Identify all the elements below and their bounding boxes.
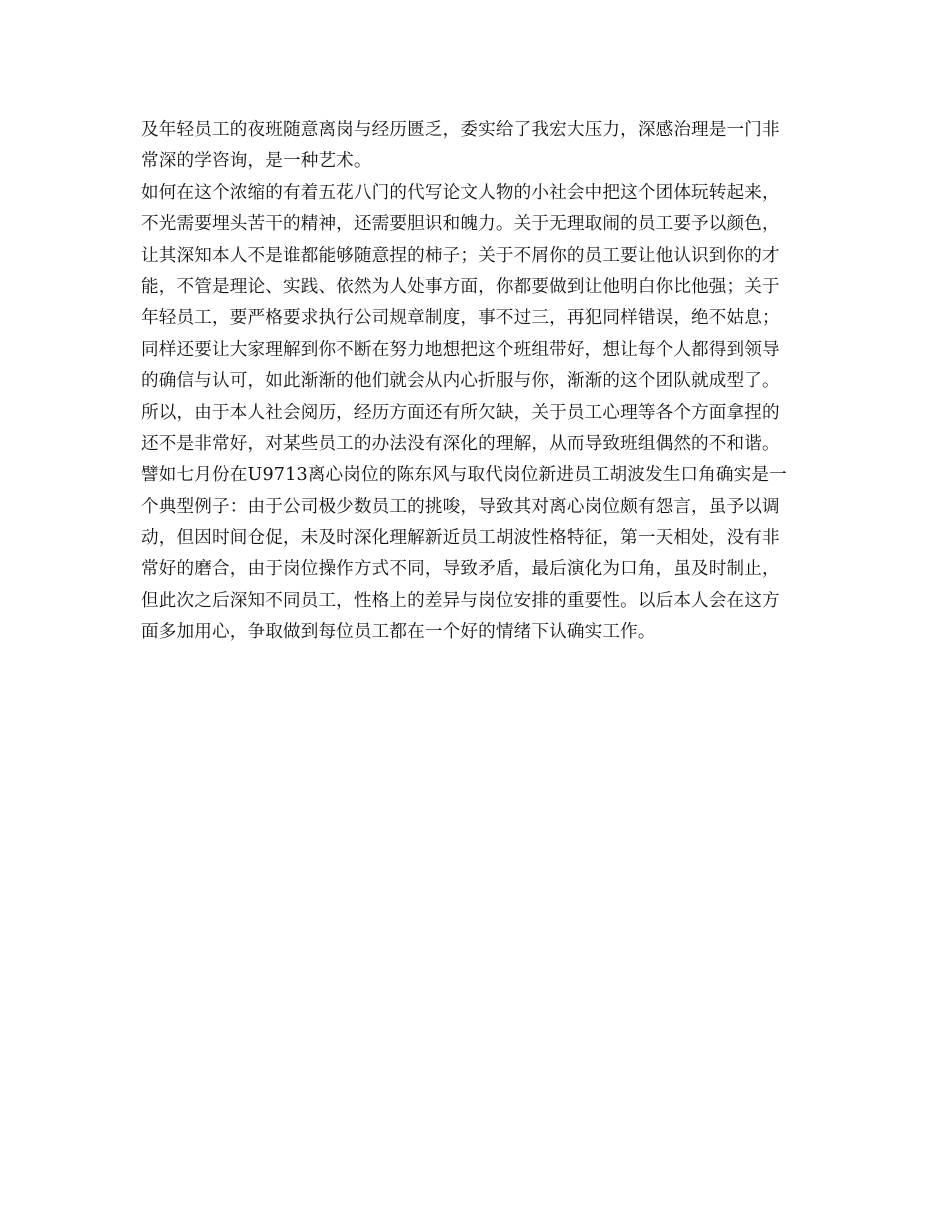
text-line: 及年轻员工的夜班随意离岗与经历匮乏，委实给了我宏大压力，深感治理是一门非 [141, 120, 780, 140]
text-line: 譬如七月份在U9713离心岗位的陈东风与取代岗位新进员工胡波发生口角确实是一 [141, 465, 787, 486]
text-line: 能，不管是理论、实践、依然为人处事方面，你都要做到让他明白你比他强；关于 [141, 276, 780, 297]
text-line: 同样还要让大家理解到你不断在努力地想把这个班组带好，想让每个人都得到领导 [141, 339, 780, 360]
text-line: 所以，由于本人社会阅历，经历方面还有所欠缺，关于员工心理等各个方面拿捏的 [141, 402, 780, 423]
text-line: 的确信与认可，如此渐渐的他们就会从内心折服与你，渐渐的这个团队就成型了。 [141, 371, 780, 392]
text-line: 还不是非常好，对某些员工的办法没有深化的理解，从而导致班组偶然的不和谐。 [141, 433, 780, 454]
text-line: 让其深知本人不是谁都能够随意捏的柿子；关于不屑你的员工要让他认识到你的才 [141, 245, 780, 266]
body-text [141, 115, 813, 649]
text-line: 如何在这个浓缩的有着五花八门的代写论文人物的小社会中把这个团体玩转起来， [141, 182, 780, 203]
text-line: 个典型例子：由于公司极少数员工的挑唆，导致其对离心岗位颇有怨言，虽予以调 [141, 496, 780, 517]
text-line: 不光需要埋头苦干的精神，还需要胆识和魄力。关于无理取闹的员工要予以颜色， [141, 214, 780, 235]
text-line: 年轻员工，要严格要求执行公司规章制度，事不过三，再犯同样错误，绝不姑息； [141, 308, 780, 329]
text-line: 常深的学咨询，是一种艺术。 [141, 151, 372, 172]
text-line: 面多加用心，争取做到每位员工都在一个好的情绪下认确实工作。 [141, 622, 656, 643]
text-line: 常好的磨合，由于岗位操作方式不同，导致矛盾，最后演化为口角，虽及时制止， [141, 559, 780, 580]
text-line: 动，但因时间仓促，未及时深化理解新近员工胡波性格特征，第一天相处，没有非 [141, 528, 780, 549]
text-line: 但此次之后深知不同员工，性格上的差异与岗位安排的重要性。以后本人会在这方 [141, 590, 780, 611]
